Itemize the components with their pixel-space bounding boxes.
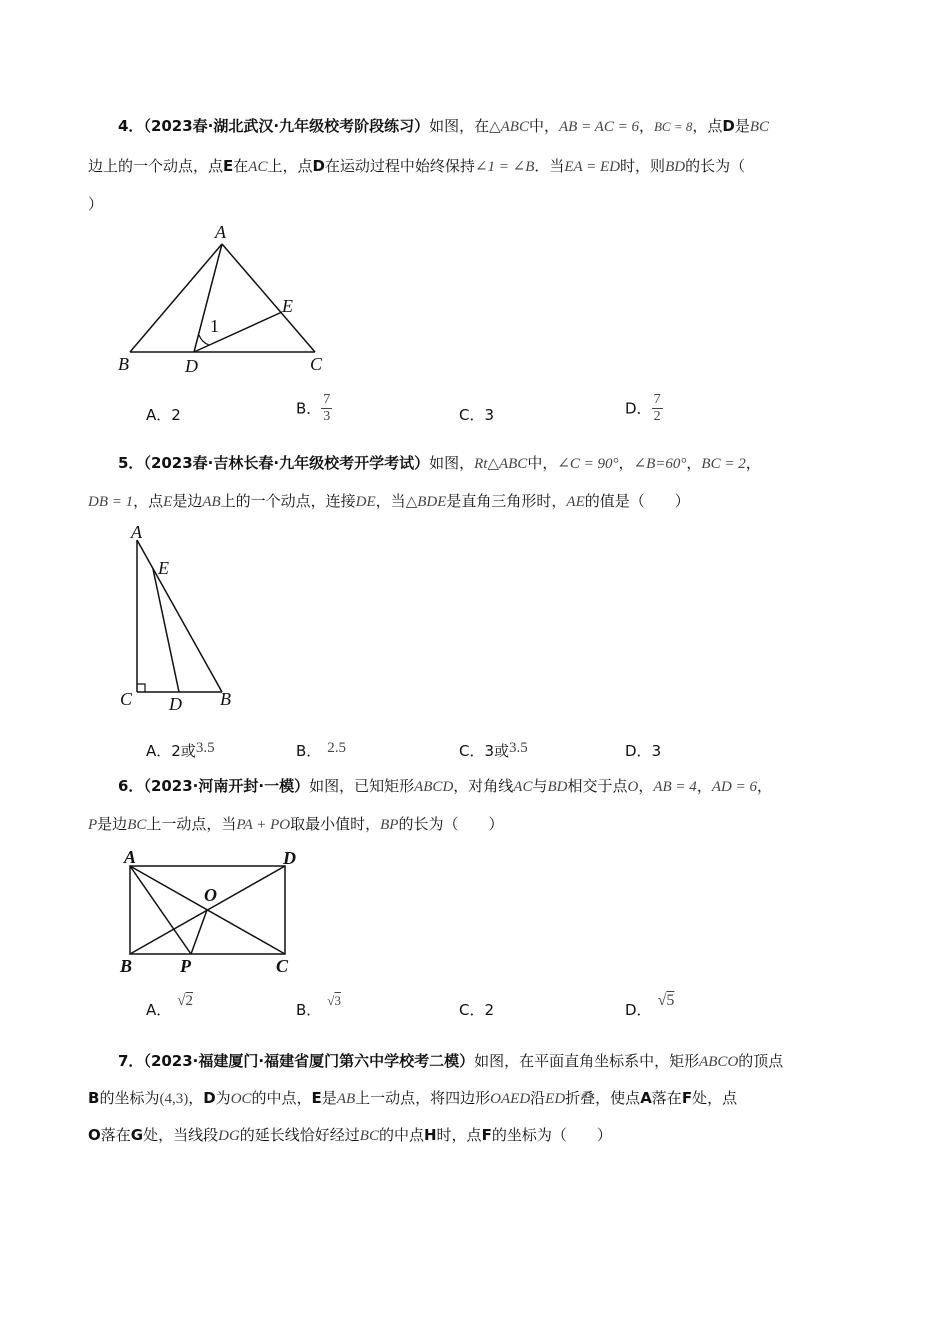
q4-math-bc: BC: [749, 119, 770, 135]
q4-math-angle: ∠1 = ∠B: [474, 159, 535, 175]
q6-label-a: A: [124, 847, 137, 867]
q6-sqrt-5: √5: [657, 992, 675, 1009]
q7-math-ed: ED: [545, 1091, 566, 1107]
q6-math-pa-po: PA + PO: [236, 817, 291, 833]
q6-label-b: B: [120, 956, 133, 976]
q4-fraction-7-3: [321, 392, 332, 425]
q6-math-p: P: [88, 817, 98, 833]
q4-text: 边上的一个动点，点: [88, 157, 224, 175]
radicand: 2: [185, 993, 193, 1009]
q4-number: 4．: [118, 117, 144, 135]
q5-number: 5．: [118, 454, 144, 472]
q7-number: 7．: [118, 1052, 144, 1070]
q5-line1: [118, 452, 761, 475]
q6-line2: [88, 813, 503, 836]
q5-text: 如图，: [429, 454, 475, 472]
q6-text: ，: [696, 777, 712, 795]
q4-text: 在: [233, 157, 249, 175]
option-label: B．: [296, 1001, 322, 1019]
q7-text: 的坐标为（ ）: [491, 1126, 612, 1144]
numerator: 7: [323, 392, 331, 407]
option-label: D．: [625, 399, 652, 418]
q4-figure: [110, 222, 340, 382]
q6-math-ac: AC: [513, 779, 533, 795]
q5-figure: [112, 522, 252, 717]
q7-text: 的顶点: [738, 1052, 784, 1070]
q4-label-e: E: [282, 296, 293, 316]
numerator: 7: [653, 392, 661, 407]
option-value: 3.5: [509, 740, 528, 756]
q7-text: 的中点: [378, 1126, 424, 1144]
q7-text: 的中点，: [251, 1089, 312, 1107]
option-label: B．: [296, 399, 322, 418]
q7-text: 沿: [530, 1089, 546, 1107]
q5-math-c90: ∠C = 90°: [557, 456, 619, 472]
q4-math-bc8: BC = 8: [653, 119, 693, 134]
q4-label-a: A: [215, 222, 226, 242]
q5-label-e: E: [158, 558, 169, 578]
q4-text: 中，: [528, 117, 559, 135]
option-label: C．: [459, 406, 485, 424]
q6-math-bp: BP: [380, 817, 399, 833]
q4-label-1: 1: [210, 316, 219, 336]
q6-text: 如图，已知矩形: [309, 777, 415, 795]
q6-math-bc: BC: [127, 817, 147, 833]
q5-text: ，当: [375, 492, 406, 510]
q6-option-a[interactable]: [146, 993, 193, 1022]
q4-text: 如图，在: [429, 117, 490, 135]
q6-text: ，: [756, 777, 772, 795]
option-label: B．: [296, 742, 322, 760]
option-value: 2: [484, 1001, 495, 1019]
q7-text: 处，当线段: [143, 1126, 219, 1144]
q5-math-rt: Rt△ABC: [474, 456, 528, 472]
q7-var-b: B: [88, 1089, 100, 1107]
q5-text: 中，: [527, 454, 558, 472]
q7-source: （2023·福建厦门·福建省厦门第六中学校考二模）: [143, 1052, 475, 1070]
q5-math-bde: △BDE: [405, 494, 447, 510]
q4-math-ea-ed: EA = ED: [564, 159, 621, 175]
q5-text: 是直角三角形时，: [446, 492, 567, 510]
q7-var-g: G: [130, 1126, 144, 1144]
q7-math-oc: OC: [230, 1091, 252, 1107]
q4-option-a[interactable]: [146, 404, 181, 426]
q7-var-d: D: [203, 1089, 216, 1107]
q5-math-ae: AE: [566, 494, 585, 510]
q7-var-a: A: [640, 1089, 652, 1107]
q4-var-d: D: [722, 117, 735, 135]
q7-text: 的坐标为: [99, 1089, 160, 1107]
q6-math-ab4: AB = 4: [653, 779, 697, 795]
q7-text: 是: [321, 1089, 337, 1107]
q7-math-bc: BC: [359, 1128, 379, 1144]
q6-option-b[interactable]: [296, 993, 341, 1022]
q7-text: 折叠，使点: [565, 1089, 641, 1107]
q7-math-ab: AB: [336, 1091, 356, 1107]
option-label: C．: [459, 742, 485, 760]
q5-segment-ed: [153, 569, 179, 692]
q5-source: （2023春·吉林长春·九年级校考开学考试）: [143, 454, 430, 472]
q5-math-bc2: BC = 2: [701, 456, 746, 472]
option-label: D．: [625, 742, 652, 760]
q4-math-ac: AC: [248, 159, 268, 175]
q4-fraction-7-2: [652, 392, 663, 425]
option-label: C．: [459, 1001, 485, 1019]
q6-label-o: O: [204, 885, 217, 905]
radicand: 5: [666, 992, 675, 1009]
q4-option-b[interactable]: [296, 392, 332, 425]
option-label: A．: [146, 1001, 172, 1019]
q7-line2: [88, 1087, 737, 1110]
q5-option-b[interactable]: [296, 740, 346, 763]
q5-option-c[interactable]: [459, 740, 528, 763]
q6-number: 6．: [118, 777, 144, 795]
q5-line2: [88, 490, 690, 513]
q4-text: ，点: [692, 117, 723, 135]
q4-text: 在运动过程中始终保持: [324, 157, 475, 175]
q5-math-de: DE: [355, 494, 376, 510]
q4-math-ab-ac: AB = AC = 6: [559, 119, 639, 135]
option-label: D．: [625, 1001, 652, 1019]
option-value: 2或: [171, 742, 196, 760]
option-value: 2.5: [327, 740, 347, 756]
q5-side-ab: [137, 540, 222, 692]
q4-line1: [118, 115, 769, 138]
q7-text: ，: [188, 1089, 204, 1107]
q7-text: 落在: [100, 1126, 131, 1144]
q6-segment-pa: [130, 866, 191, 954]
q7-text: 的延长线恰好经过: [239, 1126, 360, 1144]
q5-text: 是边: [172, 492, 203, 510]
q4-label-d: D: [185, 356, 198, 376]
option-value: 3或: [484, 742, 510, 760]
q7-var-f: F: [481, 1126, 492, 1144]
q4-label-b: B: [118, 354, 129, 374]
q4-option-c[interactable]: [459, 404, 494, 426]
q6-sqrt-3: √3: [327, 993, 341, 1008]
q5-label-d: D: [169, 694, 182, 714]
q7-text: 落在: [651, 1089, 682, 1107]
denominator: 2: [653, 409, 661, 424]
q4-math-triangle: △ABC: [489, 119, 529, 135]
q5-text: ，: [618, 454, 634, 472]
q5-text: 上的一个动点，连接: [220, 492, 356, 510]
q7-var-h: H: [423, 1126, 437, 1144]
q4-source: （2023春·湖北武汉·九年级校考阶段练习）: [143, 117, 430, 135]
q4-line2: [88, 155, 745, 178]
q4-segment-de: [194, 312, 282, 352]
q6-segment-po: [191, 910, 207, 954]
option-label: A．: [146, 742, 172, 760]
q6-math-abcd: ABCD: [414, 779, 454, 795]
option-label: A．: [146, 406, 172, 424]
denominator: 3: [323, 409, 331, 424]
q6-text: ，: [638, 777, 654, 795]
q6-figure: [112, 846, 322, 976]
option-value: 3: [651, 742, 662, 760]
q7-math-coord: (4,3): [159, 1091, 189, 1107]
radicand: 3: [334, 993, 341, 1008]
q7-text: 为: [215, 1089, 231, 1107]
q6-line1: [118, 775, 772, 798]
q6-math-ad6: AD = 6: [711, 779, 757, 795]
q7-line3: [88, 1124, 612, 1147]
q5-text: ，点: [133, 492, 164, 510]
q6-text: 的长为（ ）: [398, 815, 504, 833]
q6-label-d: D: [283, 848, 296, 868]
q4-side-ac: [222, 244, 315, 352]
q6-text: 相交于点: [567, 777, 628, 795]
q5-right-angle-mark: [137, 684, 145, 692]
q6-option-c[interactable]: [459, 999, 494, 1021]
q6-text: 取最小值时，: [290, 815, 381, 833]
option-value: 3.5: [195, 740, 215, 756]
q5-math-ab: AB: [202, 494, 221, 510]
q5-text: ，: [686, 454, 702, 472]
option-value: 2: [171, 406, 181, 424]
q6-label-c: C: [276, 956, 289, 976]
q6-source: （2023·河南开封·一模）: [143, 777, 310, 795]
q6-math-bd: BD: [547, 779, 568, 795]
q5-math-e: E: [163, 494, 173, 510]
q7-text: 时，点: [436, 1126, 482, 1144]
q7-var-f: F: [681, 1089, 693, 1107]
q7-text: 处，点: [692, 1089, 738, 1107]
q4-text: ，: [638, 117, 654, 135]
q4-text: 上，点: [267, 157, 313, 175]
q6-math-o: O: [627, 779, 639, 795]
q4-math-bd: BD: [665, 159, 686, 175]
q5-option-a[interactable]: [146, 740, 215, 763]
q6-sqrt-2: √2: [177, 993, 193, 1009]
q4-text: 的长为（: [685, 157, 746, 175]
q5-label-b: B: [220, 689, 231, 709]
q6-text: 与: [532, 777, 548, 795]
q5-label-a: A: [131, 522, 142, 542]
q5-text: 的值是（ ）: [584, 492, 690, 510]
q4-option-d[interactable]: [625, 392, 663, 425]
q5-text: ，: [745, 454, 761, 472]
q6-text: 是边: [97, 815, 128, 833]
q7-line1: [118, 1050, 783, 1073]
q7-text: 如图，在平面直角坐标系中，矩形: [474, 1052, 700, 1070]
q6-text: ，对角线: [453, 777, 514, 795]
q7-text: 上一动点，将四边形: [355, 1089, 491, 1107]
q7-math-oaed: OAED: [490, 1091, 531, 1107]
q6-text: 上一动点，当: [146, 815, 237, 833]
q7-var-e: E: [311, 1089, 322, 1107]
q7-var-o: O: [88, 1126, 101, 1144]
option-value: 3: [484, 406, 495, 424]
q4-label-c: C: [310, 354, 323, 374]
q4-text: 是: [734, 117, 750, 135]
q4-text: 时，则: [620, 157, 666, 175]
q4-text: ．当: [534, 157, 565, 175]
q7-math-dg: DG: [218, 1128, 240, 1144]
q4-angle-arc: [199, 335, 209, 345]
q4-var-e: E: [223, 157, 234, 175]
q7-math-abco: ABCO: [699, 1054, 739, 1070]
q4-line3: ）: [88, 195, 104, 213]
q5-option-d[interactable]: [625, 740, 661, 762]
q5-math-db1: DB = 1: [88, 494, 134, 510]
q6-option-d[interactable]: [625, 992, 675, 1022]
q6-label-p: P: [180, 956, 191, 976]
q5-math-b60: ∠B=60°: [633, 456, 687, 472]
q5-label-c: C: [120, 689, 133, 709]
q4-var-d: D: [312, 157, 325, 175]
